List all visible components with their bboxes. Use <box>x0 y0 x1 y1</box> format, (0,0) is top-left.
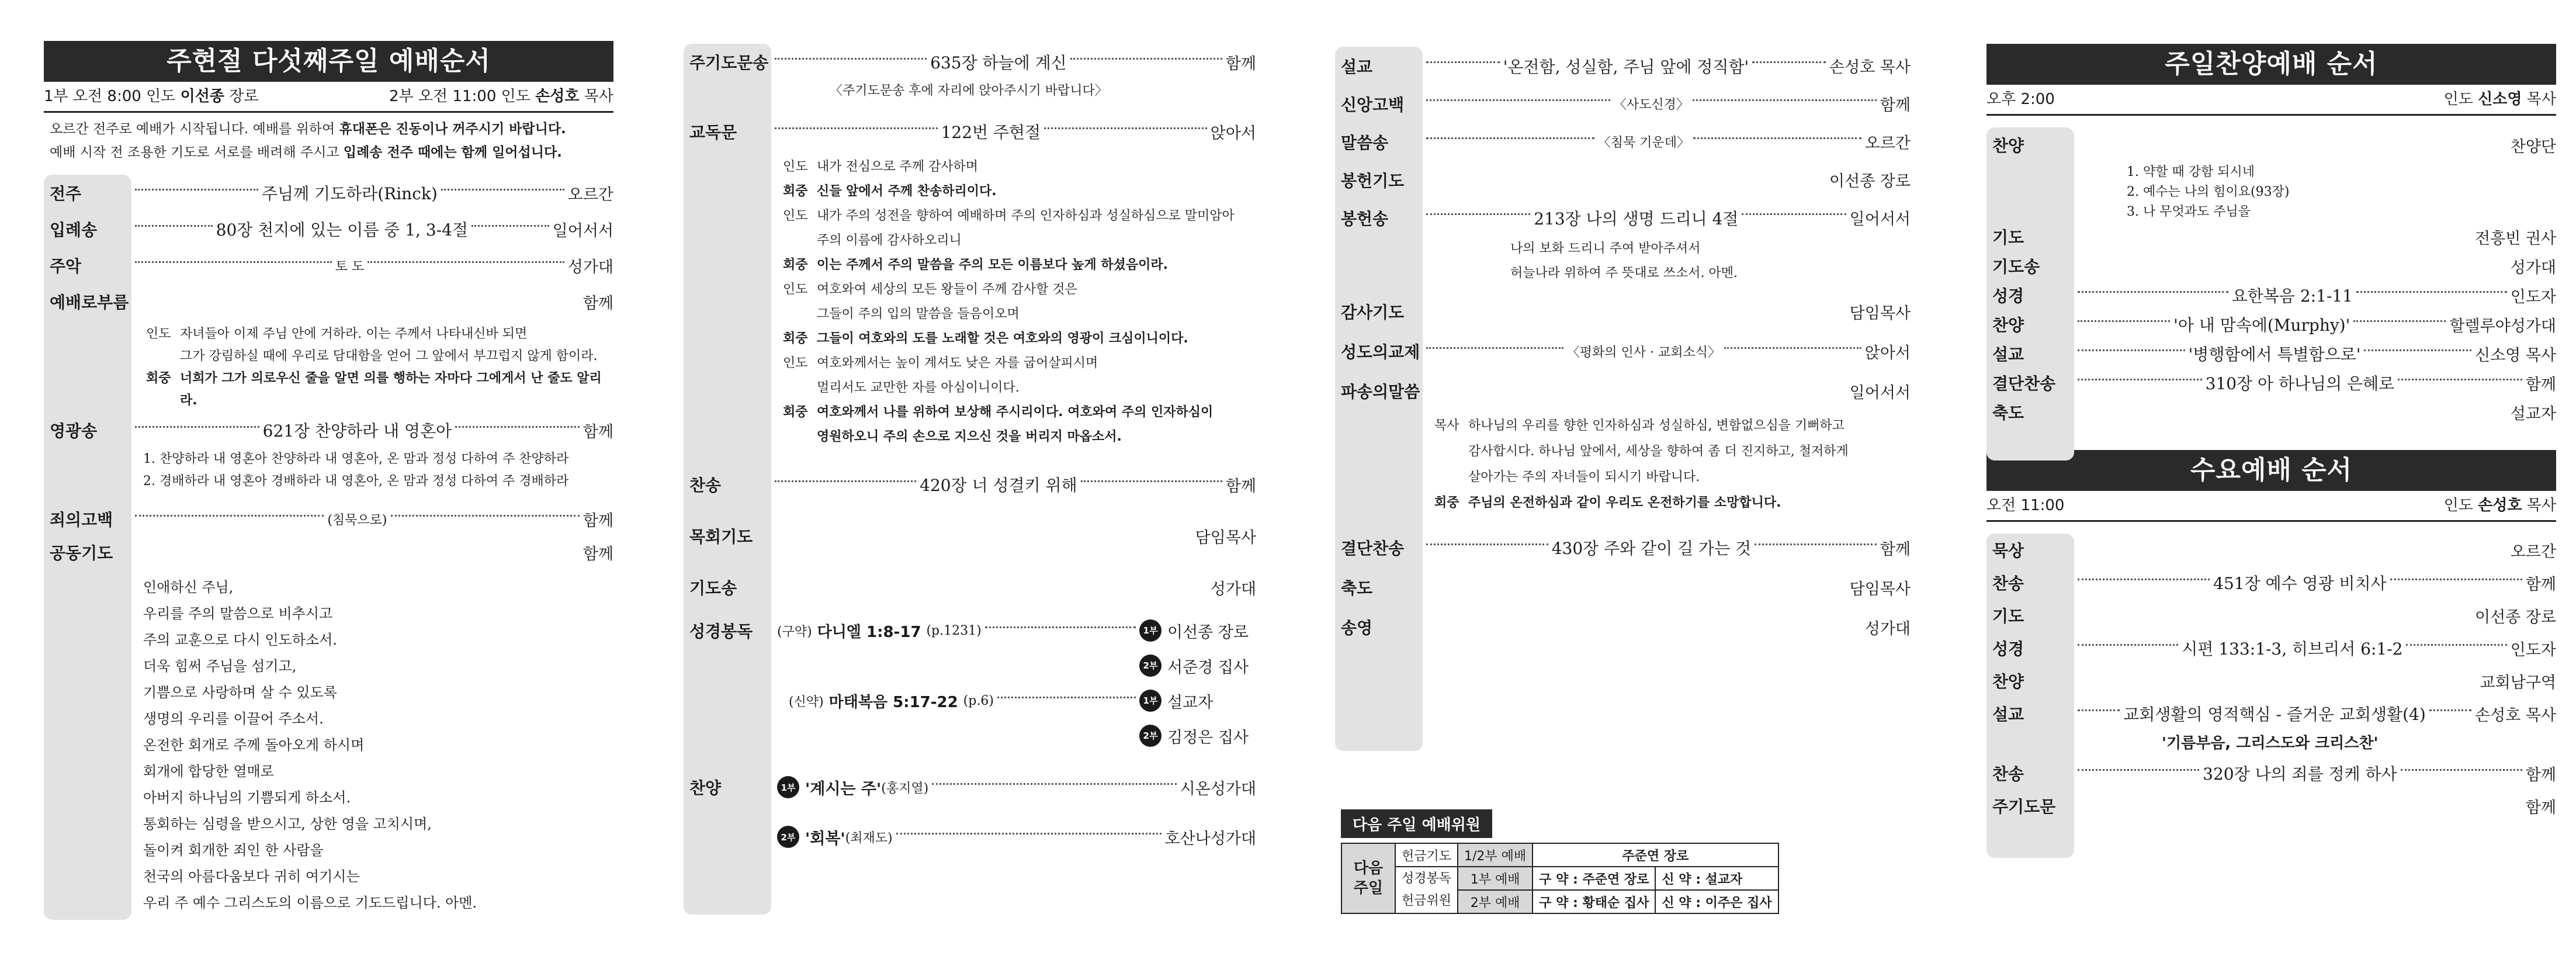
responsive-line: 회중 이는 주께서 주의 말씀을 주의 모든 이름보다 높게 하셨음이라. <box>783 258 1168 272</box>
order-title: 교회생활의 영적핵심 - 즐거운 교회생활(4) <box>2123 705 2426 724</box>
order-label: 찬송 <box>1992 764 2024 784</box>
order-right: 일어서서 <box>1849 210 1911 228</box>
section-title-sunday-praise: 주일찬양예배 순서 <box>1986 44 2556 85</box>
order-label: 기도 <box>1992 228 2024 247</box>
order-right: 함께 <box>1880 540 1911 559</box>
order-right: 함께 <box>1880 96 1911 115</box>
order-right: 담임목사 <box>1849 304 1911 323</box>
order-item: 찬양 찬양단 <box>1986 127 2556 162</box>
order-item: 영광송 621장 찬양하라 내 영혼아 함께 <box>44 412 613 448</box>
order-label: 설교 <box>1341 57 1373 77</box>
order-right: 이선종 장로 <box>1829 172 1911 191</box>
order-title: 451장 예수 영광 비치사 <box>2213 574 2387 593</box>
responsive-line: 인도 내가 전심으로 주께 감사하며 <box>783 160 979 174</box>
order-title: 310장 아 하나님의 은혜로 <box>2205 374 2395 393</box>
order-item <box>44 175 613 211</box>
order-item <box>1335 371 1911 411</box>
order-title: 213장 나의 생명 드리니 4절 <box>1534 209 1739 228</box>
order-item <box>1986 339 2556 368</box>
order-right: 교회남구역 <box>2480 673 2556 692</box>
order-item: 찬송 420장 너 성결키 위해 함께 <box>684 459 1256 510</box>
sermon-subtitle: '기름부음, 그리스도와 크리스찬' <box>2162 735 2379 752</box>
text-line: 온전한 회개로 주께 돌아오게 하시며 <box>143 737 365 753</box>
order-label: 봉헌송 <box>1341 209 1389 228</box>
order-title: 430장 주와 같이 길 가는 것 <box>1551 539 1752 558</box>
order-label: 기도송 <box>1992 257 2040 276</box>
badge-icon: 1부 <box>1139 690 1162 712</box>
order-item <box>1335 47 1911 85</box>
order-item <box>44 211 613 247</box>
order-label: 축도 <box>1992 403 2024 423</box>
order-title: 〈사도신경〉 <box>1613 98 1689 112</box>
text-line: 돌이켜 회개한 죄인 한 사람을 <box>143 842 324 858</box>
text-line: 인애하신 주님, <box>143 579 234 595</box>
order-item <box>1986 222 2556 251</box>
order-item <box>1335 199 1911 237</box>
responsive-line: 인도 여호와여 세상의 모든 왕들이 주께 감사할 것은 <box>783 282 1077 297</box>
order-label: 신앙고백 <box>1341 95 1405 115</box>
order-label: 설교 <box>1992 705 2024 724</box>
order-title: 시편 133:1-3, 히브리서 6:1-2 <box>2182 639 2403 659</box>
order-right: 함께 <box>583 294 613 313</box>
order-title: 주님께 기도하라(Rinck) <box>261 184 438 203</box>
order-right: 담임목사 <box>1849 580 1911 598</box>
text-line: 3. 나 무엇과도 주님을 <box>2127 205 2251 219</box>
text-line: 통회하는 심령을 받으시고, 상한 영을 고치시며, <box>143 816 432 832</box>
order-right: 함께 <box>2525 798 2556 817</box>
responsive-line: 주의 이름에 감사하오리니 <box>817 233 962 248</box>
order-label: 교독문 <box>689 123 737 142</box>
next-week-label: 다음 주일 예배위원 <box>1341 809 1492 838</box>
order-item <box>1335 607 1911 647</box>
responsive-line: 목사 하나님의 우리를 향한 인자하심과 성실하심, 변함없으심을 기뻐하고 <box>1434 418 1845 433</box>
order-label: 찬양 <box>1992 316 2024 335</box>
order-label: 설교 <box>1992 345 2024 364</box>
responsive-line: 회중 그들이 여호와의 도를 노래할 것은 여호와의 영광이 크심이니이다. <box>783 331 1188 346</box>
text-line: 우리를 주의 말씀으로 비추시고 <box>143 605 333 622</box>
column-1 <box>44 0 613 966</box>
order-right: 인도자 <box>2510 640 2556 659</box>
order-label: 파송의말씀 <box>1341 382 1420 401</box>
order-item <box>1986 397 2556 427</box>
section-title-wednesday: 수요예배 순서 <box>1986 450 2556 491</box>
order-box-4a <box>1986 127 2556 427</box>
order-label: 죄의고백 <box>50 510 113 529</box>
text-line: 우리 주 예수 그리스도의 이름으로 기도드립니다. 아멘. <box>143 895 477 911</box>
order-item <box>1335 528 1911 567</box>
responsive-line: 회중 여호와께서 나를 위하여 보상해 주시리이다. 여호와여 주의 인자하심이 <box>783 405 1214 420</box>
order-title: 토 도 <box>335 259 365 274</box>
responsive-line: 회중 주님의 온전하심과 같이 우리도 온전하기를 소망합니다. <box>1434 496 1781 510</box>
order-title: 요한복음 2:1-11 <box>2231 286 2353 306</box>
responsive-line: 회중 신들 앞에서 주께 찬송하리이다. <box>783 184 997 199</box>
order-right: 설교자 <box>2510 404 2556 423</box>
text-line: 더욱 힘써 주님을 섬기고, <box>143 658 297 674</box>
responsive-line: 감사합시다. 하나님 앞에서, 세상을 향하여 좀 더 진지하고, 철저하게 <box>1468 444 1849 459</box>
responsive-line: 멀리서도 교만한 자를 아심이니이다. <box>817 380 1020 395</box>
next-week-table: 다음 주일 헌금기도 1/2부 예배 주준연 장로 성경봉독 헌금위원 1부 예배 구 약 : 주준연 장로 신 약 : 설교자 2부 예배 구 약 : 황태순 집사 신 약 : 이주은 집사 <box>1341 843 1779 914</box>
order-right: 함께 <box>2525 375 2556 394</box>
order-label: 묵상 <box>1992 541 2024 560</box>
order-right: 함께 <box>583 423 613 441</box>
badge-icon: 2부 <box>777 826 799 848</box>
order-label: 성경 <box>1992 639 2024 659</box>
order-label: 전주 <box>50 184 82 203</box>
order-item <box>1335 161 1911 199</box>
order-right: 성가대 <box>1864 619 1911 638</box>
order-label: 공동기도 <box>50 543 113 563</box>
order-item <box>1335 123 1911 161</box>
order-right: 할렐루야성가대 <box>2449 317 2556 335</box>
order-right: 오르간 <box>2510 542 2556 561</box>
order-item <box>1335 331 1911 371</box>
order-label: 말씀송 <box>1341 133 1389 153</box>
order-item <box>1335 85 1911 123</box>
responsive-line: 인도 자녀들아 이제 주님 안에 거하라. 이는 주께서 나타내신바 되면 <box>146 327 528 341</box>
order-title: '병행함에서 특별함으로' <box>2188 345 2361 364</box>
order-right: 성가대 <box>567 258 613 276</box>
order-label: 봉헌기도 <box>1341 171 1405 191</box>
order-label: 주기도문 <box>1992 797 2056 816</box>
order-right: 오르간 <box>567 185 613 204</box>
order-box-3 <box>1335 47 1911 647</box>
order-right: 손성호 목사 <box>1829 58 1911 77</box>
order-box-1 <box>44 175 613 916</box>
order-label: 기도 <box>1992 607 2024 626</box>
order-title: 〈침묵 기운데〉 <box>1597 136 1690 150</box>
order-label: 영광송 <box>50 421 98 441</box>
order-label: 주기도문송 <box>689 53 769 72</box>
badge-icon: 2부 <box>1139 655 1162 677</box>
order-title: 〈평화의 인사 · 교회소식〉 <box>1566 345 1721 360</box>
order-label: 결단찬송 <box>1992 374 2056 393</box>
text-line: 생명의 우리를 이끌어 주소서. <box>143 711 324 727</box>
responsive-line: 그가 강림하실 때에 우리로 담대함을 얻어 그 앞에서 부끄럽지 않게 함이라. <box>180 349 598 363</box>
badge-icon: 2부 <box>1139 725 1162 747</box>
order-item <box>1986 534 2556 566</box>
order-label: 결단찬송 <box>1341 539 1405 558</box>
order-title: '온전함, 성실함, 주님 앞에 정직함' <box>1503 57 1749 77</box>
order-right: 이선종 장로 <box>2475 608 2556 626</box>
responsive-line: 살아가는 주의 자녀들이 되시기 바랍니다. <box>1468 470 1700 484</box>
order-right: 신소영 목사 <box>2475 346 2556 365</box>
order-item <box>44 283 613 320</box>
text-line: 회개에 합당한 열매로 <box>143 763 274 780</box>
order-label: 찬양 <box>689 778 722 798</box>
order-label: 예배로부름 <box>50 293 129 312</box>
order-item: 죄의고백 (침묵으로) 함께 <box>44 501 613 537</box>
order-label: 기도송 <box>689 579 737 598</box>
responsive-line: 영원하오니 주의 손으로 지으신 것을 버리지 마옵소서. <box>817 430 1122 444</box>
order-right: 전흥빈 권사 <box>2475 229 2556 248</box>
anthem: 찬양 1부 '계시는 주' (홍지열) 시온성가대 <box>684 758 1256 816</box>
scripture-reading: 성경봉독 (구약) 다니엘 1:8-17 (p.1231) 1부 이선종 장로 <box>684 613 1256 648</box>
order-label: 성도의교제 <box>1341 342 1420 362</box>
order-item <box>1986 757 2556 790</box>
order-item: 기도송 성가대 <box>684 562 1256 613</box>
order-label: 성경 <box>1992 286 2024 306</box>
responsive-line: 회중 너희가 그가 의로우신 줄을 알면 의를 행하는 자마다 그에게서 난 줄도 알리라. <box>146 371 602 408</box>
service-time: 오후 2:00 인도 신소영 목사 <box>1986 85 2556 116</box>
order-label: 찬양 <box>1992 672 2024 691</box>
order-title: 320장 나의 죄를 정케 하사 <box>2203 764 2397 784</box>
order-item <box>1986 281 2556 310</box>
order-box-4b <box>1986 534 2556 822</box>
order-item <box>1986 566 2556 599</box>
order-label: 찬양 <box>1992 136 2024 155</box>
service-times: 1부 오전 8:00 인도 이선종 장로 2부 오전 11:00 인도 손성호 목사 <box>44 82 613 113</box>
column-3 <box>1335 0 1911 966</box>
column-4 <box>1986 0 2556 966</box>
intro-text: 오르간 전주로 예배가 시작됩니다. 예배를 위하여 휴대폰은 진동이나 꺼주시기 바랍니다. 예배 시작 전 조용한 기도로 서로를 배려해 주시고 입례송 전주 때에는 함께 일어섭니다. <box>50 122 566 160</box>
text-line: 주의 교훈으로 다시 인도하소서. <box>143 632 337 648</box>
order-item <box>44 247 613 283</box>
text-line: 천국의 아름다움보다 귀히 여기시는 <box>143 868 360 885</box>
order-right: 일어서서 <box>1849 383 1911 402</box>
order-item <box>1986 664 2556 697</box>
order-label: 주악 <box>50 257 82 276</box>
text-line: 2. 예수는 나의 힘이요(93장) <box>2127 185 2290 199</box>
badge-icon: 1부 <box>1139 619 1162 642</box>
responsive-line: 인도 여호와께서는 높이 계셔도 낮은 자를 굽어살피시며 <box>783 356 1098 371</box>
order-item: 주기도문송 635장 하늘에 계신 함께 <box>684 44 1256 80</box>
order-item <box>1986 697 2556 730</box>
order-label: 입례송 <box>50 220 98 240</box>
order-item <box>1335 567 1911 607</box>
order-right: 손성호 목사 <box>2475 706 2556 725</box>
order-item <box>1986 632 2556 664</box>
order-label: 축도 <box>1341 579 1373 598</box>
order-right: 성가대 <box>2510 258 2556 277</box>
order-title: 80장 천지에 있는 이름 중 1, 3-4절 <box>216 220 468 240</box>
order-label: 성경봉독 <box>689 622 753 641</box>
next-week-committee <box>1341 809 1779 914</box>
order-right: 인도자 <box>2510 288 2556 306</box>
text-line: 아버지 하나님의 기쁨되게 하소서. <box>143 790 351 806</box>
order-right: 앉아서 <box>1864 344 1911 362</box>
text-line: 1. 찬양하라 내 영혼아 찬양하라 내 영혼아, 온 맘과 정성 다하여 주 찬양하라 <box>143 452 569 466</box>
text-line: 나의 보화 드리니 주여 받아주셔서 <box>1510 241 1701 256</box>
service-time: 오전 11:00 인도 손성호 목사 <box>1986 491 2556 522</box>
order-label: 송영 <box>1341 618 1373 638</box>
text-line: 2. 경배하라 내 영혼아 경배하라 내 영혼아, 온 맘과 정성 다하여 주 경배하라 <box>143 474 569 489</box>
order-right: 함께 <box>2525 575 2556 594</box>
order-right: 일어서서 <box>552 221 613 240</box>
order-right: 함께 <box>2525 766 2556 784</box>
text-line: 기쁨으로 사랑하며 살 수 있도록 <box>143 684 337 701</box>
order-item: 교독문 122번 주현절 앉아서 <box>684 108 1256 155</box>
responsive-line: 인도 내가 주의 성전을 향하여 예배하며 주의 인자하심과 성실하심으로 말미암아 <box>783 209 1235 223</box>
order-right: 오르간 <box>1864 134 1911 153</box>
order-item <box>1986 599 2556 632</box>
order-label: 감사기도 <box>1341 303 1405 322</box>
page-title: 주현절 다섯째주일 예배순서 <box>44 41 613 82</box>
text-line: 1. 약할 때 강함 되시네 <box>2127 165 2255 179</box>
order-title: '아 내 맘속에(Murphy)' <box>2173 316 2350 335</box>
order-item <box>1986 251 2556 281</box>
order-item <box>1986 310 2556 339</box>
order-item <box>1335 292 1911 331</box>
order-item: 공동기도 함께 <box>44 537 613 567</box>
responsive-line: 그들이 주의 입의 말씀을 들음이오며 <box>817 307 1020 321</box>
order-box-2: 주기도문송 635장 하늘에 계신 함께 〈주기도문송 후에 자리에 앉아주시기 바랍니다〉 교독문 122번 주현절 앉아서 인도 내가 전심으로 주께 감사하며 회중 신들 앞에서 주께 찬송하리이다. 인도 내가 주의 성전을 향하여 예배하며 주의 인자하심과 성실하심으로 말미암아 주의 이름에 감사하오리니 회중 이는 주께서 주의 말씀을 주의 모든 이름보다 높게 하셨음이라. 인도 여호와여 세상의 모든 왕들이 주께 감사할 것은 그들이 주의 입의 말씀을 들음이오며 회중 그들이 여호와의 도를 노래할 것은 여호와의 영광이 크심이니이다. 인도 여호와께서는 높이 계셔도 낮은 자를 굽어살피시며 멀리서도 교만한 자를 아심이니이다. 회중 여호와께서 나를 위하여 보상해 주시리이다. 여호와여 주의 인자하심이 영원하오니 주의 손으로 지으신 것을 버리지 마옵소서. 찬송 420장 너 성결키 위해 함께 목회기도 담임목사 기도송 성가대 성경봉독 (구약) 다니엘 1:8-17 (p.1231) 1부 이선종 장로 2부 서준경 집사 (신약) 마태복음 5:17-22 (p.6) 1부 설교자 2부 김정은 집사 찬양 1부 '계시는 주' (홍지열) 시온성가대 2부 '회복' (최재도) 호산나성가대 <box>684 44 1256 857</box>
order-label: 찬송 <box>1992 574 2024 593</box>
badge-icon: 1부 <box>777 776 799 798</box>
note: 〈주기도문송 후에 자리에 앉아주시기 바랍니다〉 <box>830 84 1108 98</box>
order-item <box>1986 790 2556 822</box>
order-item: 목회기도 담임목사 <box>684 510 1256 562</box>
column-2 <box>684 0 1256 966</box>
order-label: 목회기도 <box>689 527 753 546</box>
order-item <box>1986 368 2556 397</box>
order-label: 찬송 <box>689 476 722 495</box>
text-line: 허늘나라 위하여 주 뜻대로 쓰소서. 아멘. <box>1510 266 1738 281</box>
